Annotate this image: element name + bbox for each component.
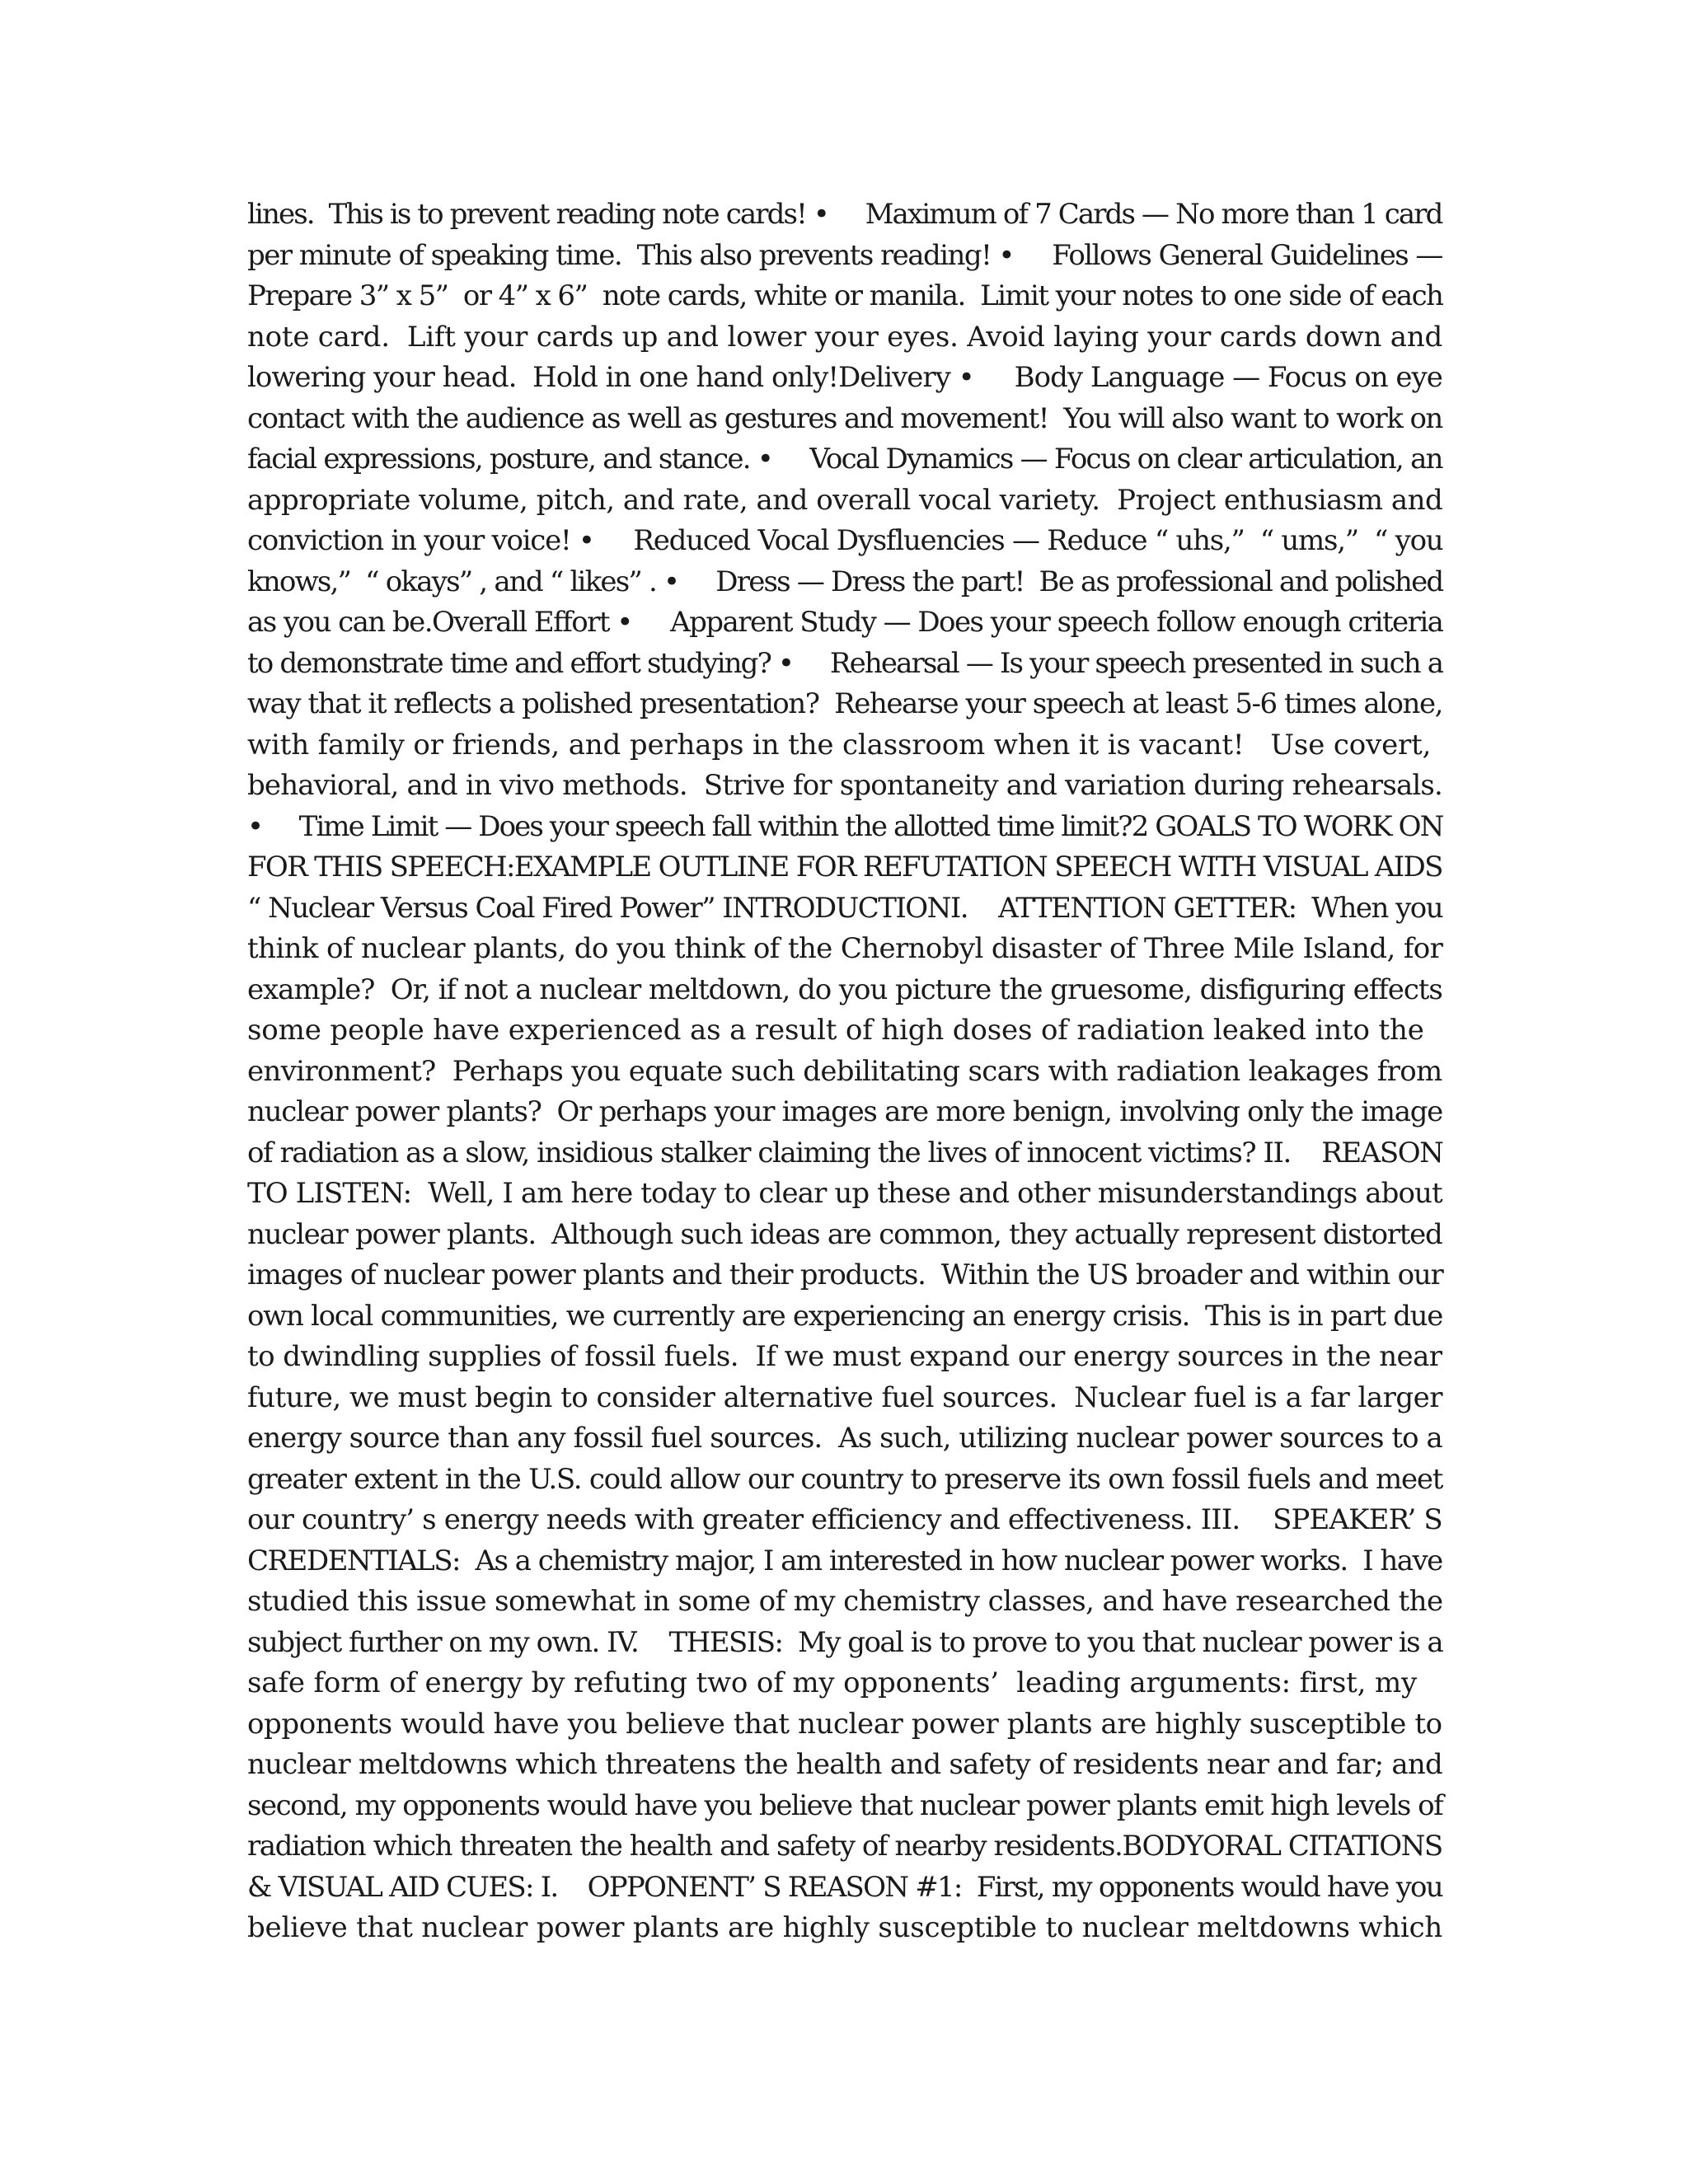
text-line: subject further on my own. IV. THESIS: My goal is to prove to you that nuclear power is a: [247, 1625, 1443, 1659]
text-line: “ Nuclear Versus Coal Fired Power” INTRODUCTIONI. ATTENTION GETTER: When you: [247, 891, 1443, 925]
text-line: studied this issue somewhat in some of my chemistry classes, and have researched the: [247, 1585, 1443, 1618]
text-line: think of nuclear plants, do you think of the Chernobyl disaster of Three Mile Island, for: [247, 932, 1443, 965]
text-line: Prepare 3” x 5” or 4” x 6” note cards, white or manila. Limit your notes to one side of each: [247, 279, 1443, 312]
text-line: lowering your head. Hold in one hand only!Delivery • Body Language — Focus on eye: [247, 361, 1442, 394]
text-line: TO LISTEN: Well, I am here today to clear up these and other misunderstandings about: [247, 1177, 1442, 1210]
text-line: CREDENTIALS: As a chemistry major, I am interested in how nuclear power works. I have: [247, 1544, 1442, 1577]
text-line: way that it reflects a polished presentation? Rehearse your speech at least 5-6 times alone,: [247, 687, 1442, 720]
text-line: with family or friends, and perhaps in the classroom when it is vacant! Use covert,: [247, 728, 1432, 762]
text-line: contact with the audience as well as gestures and movement! You will also want to work on: [247, 401, 1442, 435]
text-line: images of nuclear power plants and their products. Within the US broader and within our: [247, 1258, 1443, 1291]
text-line: note card. Lift your cards up and lower your eyes. Avoid laying your cards down and: [247, 320, 1443, 354]
text-line: believe that nuclear power plants are highly susceptible to nuclear meltdowns which: [247, 1911, 1443, 1944]
text-line: appropriate volume, pitch, and rate, and overall vocal variety. Project enthusiasm and: [247, 483, 1443, 517]
text-line: conviction in your voice! • Reduced Vocal Dysfluencies — Reduce “ uhs,” “ ums,” “ you: [247, 524, 1443, 557]
text-line: safe form of energy by refuting two of my opponents’ leading arguments: first, my: [247, 1666, 1418, 1699]
text-line: radiation which threaten the health and safety of nearby residents.BODYORAL CITATIONS: [247, 1830, 1442, 1863]
text-line: opponents would have you believe that nuclear power plants are highly susceptible to: [247, 1707, 1442, 1741]
text-line: environment? Perhaps you equate such debilitating scars with radiation leakages from: [247, 1054, 1442, 1088]
text-line: FOR THIS SPEECH:EXAMPLE OUTLINE FOR REFUTATION SPEECH WITH VISUAL AIDS: [247, 851, 1442, 883]
text-line: & VISUAL AID CUES: I. OPPONENT’ S REASON #1: First, my opponents would have you: [247, 1870, 1442, 1904]
text-line: • Time Limit — Does your speech fall within the allotted time limit?2 GOALS TO WORK ON: [247, 809, 1443, 843]
text-line: per minute of speaking time. This also prevents reading! • Follows General Guidelines —: [247, 238, 1442, 272]
text-line: as you can be.Overall Effort • Apparent Study — Does your speech follow enough criteria: [247, 606, 1443, 639]
text-line: nuclear power plants. Although such ideas are common, they actually represent distorted: [247, 1217, 1442, 1251]
text-line: nuclear power plants? Or perhaps your images are more benign, involving only the image: [247, 1095, 1442, 1128]
text-line: to dwindling supplies of fossil fuels. If we must expand our energy sources in the near: [247, 1340, 1442, 1373]
text-line: nuclear meltdowns which threatens the health and safety of residents near and far; and: [247, 1748, 1442, 1781]
text-line: of radiation as a slow, insidious stalker claiming the lives of innocent victims? II. REASON: [247, 1136, 1443, 1169]
text-line: behavioral, and in vivo methods. Strive for spontaneity and variation during rehearsals.: [247, 769, 1442, 802]
text-line: own local communities, we currently are experiencing an energy crisis. This is in part due: [247, 1299, 1443, 1333]
text-line: lines. This is to prevent reading note cards! • Maximum of 7 Cards — No more than 1 card: [247, 198, 1442, 231]
text-line: some people have experienced as a result of high doses of radiation leaked into the: [247, 1014, 1424, 1047]
text-line: greater extent in the U.S. could allow our country to preserve its own fossil fuels and meet: [247, 1462, 1443, 1496]
text-line: energy source than any fossil fuel sources. As such, utilizing nuclear power sources to a: [247, 1422, 1442, 1455]
text-line: second, my opponents would have you believe that nuclear power plants emit high levels of: [247, 1788, 1443, 1822]
text-line: our country’ s energy needs with greater efficiency and effectiveness. III. SPEAKER’ S: [247, 1503, 1442, 1536]
document-body-text: [247, 194, 1442, 1949]
text-line: example? Or, if not a nuclear meltdown, do you picture the gruesome, disfiguring effects: [247, 972, 1442, 1006]
text-line: knows,” “ okays” , and “ likes” . • Dress — Dress the part! Be as professional and polished: [247, 565, 1443, 598]
text-line: future, we must begin to consider alternative fuel sources. Nuclear fuel is a far larger: [247, 1380, 1442, 1414]
text-line: facial expressions, posture, and stance. • Vocal Dynamics — Focus on clear articulation, an: [247, 443, 1442, 476]
text-line: to demonstrate time and effort studying? • Rehearsal — Is your speech presented in such a: [247, 646, 1443, 680]
